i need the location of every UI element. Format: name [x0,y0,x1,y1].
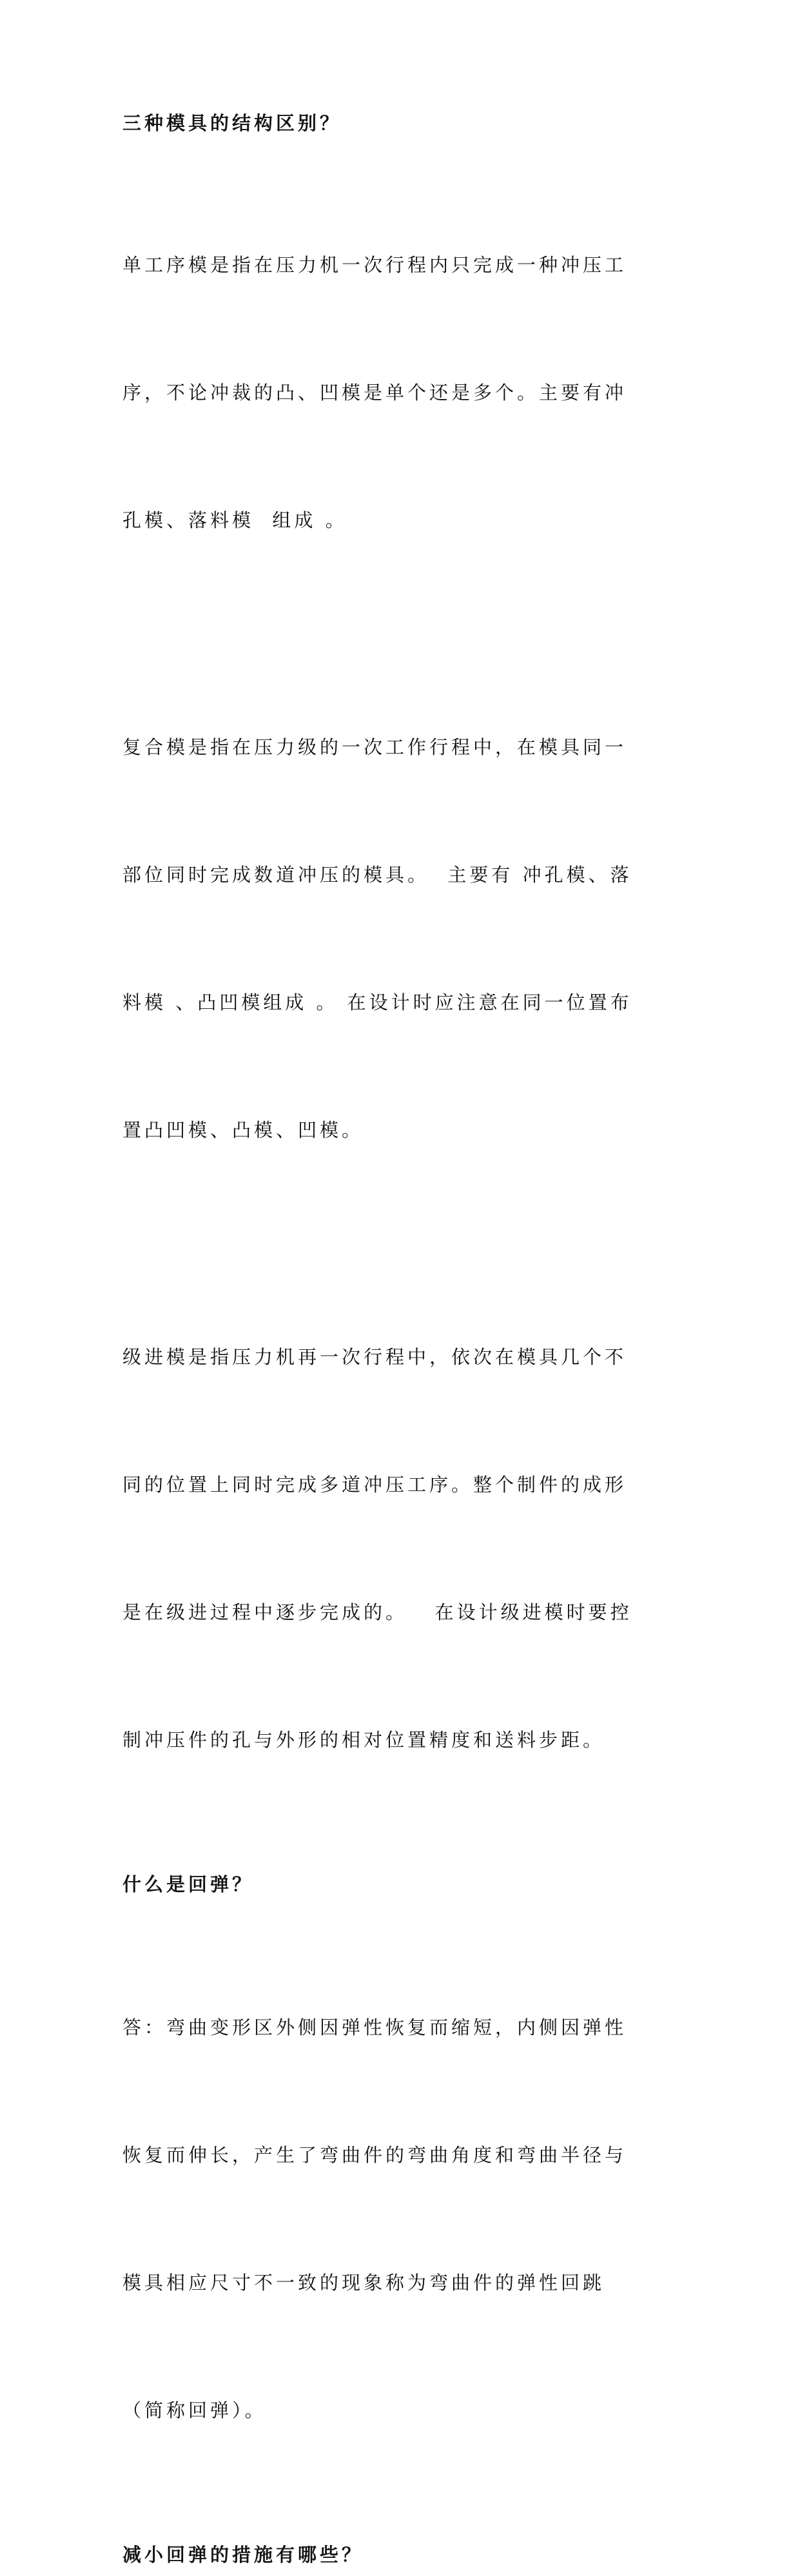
text-line: 恢复而伸长，产生了弯曲件的弯曲角度和弯曲半径与 [122,2144,627,2166]
text-line: 答：弯曲变形区外侧因弹性恢复而缩短，内侧因弹性 [122,2016,627,2038]
text-line: 置凸凹模、凸模、凹模。 [122,1119,364,1141]
text-line: 复合模是指在压力级的一次工作行程中，在模具同一 [122,736,627,758]
paragraph-single-process-die [122,159,703,627]
text-line: （简称回弹）。 [122,2399,267,2421]
heading-reduce-springback-measures: 减小回弹的措施有哪些？ [122,2544,364,2566]
text-line: 同的位置上同时完成多道冲压工序。整个制件的成形 [122,1474,627,1496]
text-line: 制冲压件的孔与外形的相对位置精度和送料步距。 [122,1729,605,1751]
heading-die-structure-difference: 三种模具的结构区别？ [122,112,342,134]
text-line: 是在级进过程中逐步完成的。 在设计级进模时要控 [122,1601,632,1623]
text-line: 部位同时完成数道冲压的模具。 主要有 冲孔模、落 [122,864,632,886]
text-line: 单工序模是指在压力机一次行程内只完成一种冲压工 [122,254,627,276]
text-line: 料模 、凸凹模组成 。 在设计时应注意在同一位置布 [122,991,632,1013]
paragraph-springback-answer [122,1921,703,2517]
text-line: 孔模、落料模 组成 。 [122,509,347,531]
paragraph-progressive-die [122,1251,703,1846]
text-line: 级进模是指压力机再一次行程中，依次在模具几个不 [122,1346,627,1368]
paragraph-compound-die [122,641,703,1236]
heading-what-is-springback: 什么是回弹？ [122,1873,255,1895]
text-line: 模具相应尺寸不一致的现象称为弯曲件的弹性回跳 [122,2272,605,2294]
text-line: 序，不论冲裁的凸、凹模是单个还是多个。主要有冲 [122,382,627,404]
